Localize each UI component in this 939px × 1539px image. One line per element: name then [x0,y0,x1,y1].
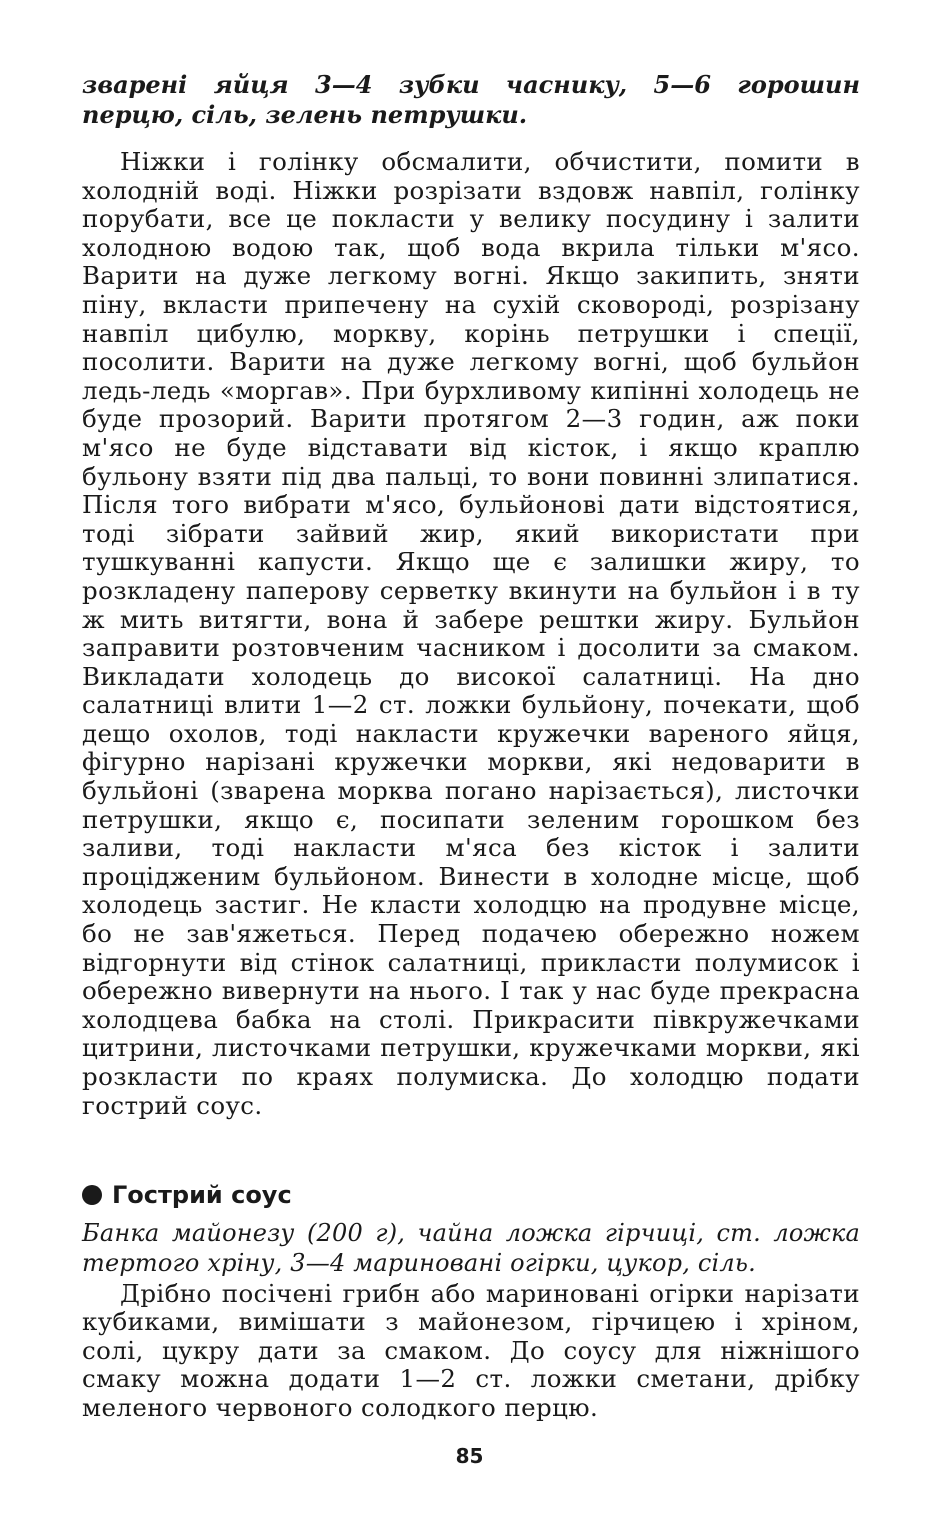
recipe-title: Гострий соус [112,1181,292,1209]
bullet-icon [82,1185,102,1205]
ingredients-list: Банка майонезу (200 г), чайна ложка гірчиці, ст. ложка тертого хріну, 3—4 мариновані огірки, цукор, сіль. [82,1219,860,1277]
sauce-method-paragraph: Дрібно посічені грибн або мариновані огірки нарізати кубиками, вимішати з майонезом, гірчицею і хріном, солі, цукру дати за смаком. До соусу для ніжнішого смаку можна додати 1—2 ст. ложки сметани, дрібку меленого червоного солодкого перцю. [82,1279,860,1422]
recipe-heading [82,1180,860,1210]
ingredients-continuation: зварені яйця 3—4 зубки часнику, 5—6 горошин перцю, сіль, зелень петрушки. [82,70,860,129]
recipe-method-paragraph: Ніжки і голінку обсмалити, обчистити, помити в холодній воді. Ніжки розрізати вздовж навпіл, голінку порубати, все це покласти у велику посудину і залити холодною водою так, щоб вода вкрила тільки м'ясо. Варити на дуже легкому вогні. Якщо закипить, зняти піну, вкласти припечену на сухій сковороді, розрізану навпіл цибулю, моркву, корінь петрушки і спеції, посолити. Варити на дуже легкому вогні, щоб бульйон ледь-ледь «моргав». При бурхливому кипінні холодець не буде прозорий. Варити протягом 2—3 годин, аж поки м'ясо не буде відставати від кісток, і якщо краплю бульону взяти під два пальці, то вони повинні злипатися. Після того вибрати м'ясо, бульйонові дати відстоятися, тоді зібрати зайвий жир, який використати при тушкуванні капусти. Якщо ще є залишки жиру, то розкладену паперову серветку вкинути на бульйон і в ту ж мить витягти, вона й забере рештки жиру. Бульйон заправити розтовченим часником і досолити за смаком. Викладати холодець до високої салатниці. На дно салатниці влити 1—2 ст. ложки бульйону, почекати, щоб дещо охолов, тоді накласти кружечки вареного яйця, фігурно нарізані кружечки моркви, які недоварити в бульйоні (зварена морква погано нарізається), листочки петрушки, якщо є, посипати зеленим горошком без заливи, тоді накласти м'яса без кісток і залити процідженим бульйоном. Винести в холодне місце, щоб холодець застиг. Не класти холодцю на продувне місце, бо не зав'яжеться. Перед подачею обережно ножем відгорнути від стінок салатниці, прикласти полумисок і обережно вивернути на нього. І так у нас буде прекрасна холодцева бабка на столі. Прикрасити півкружечками цитрини, листочками петрушки, кружечками моркви, які розкласти по краях полумиска. До холодцю подати гострий соус. [82,147,860,1120]
page-number: 85 [455,1444,484,1468]
